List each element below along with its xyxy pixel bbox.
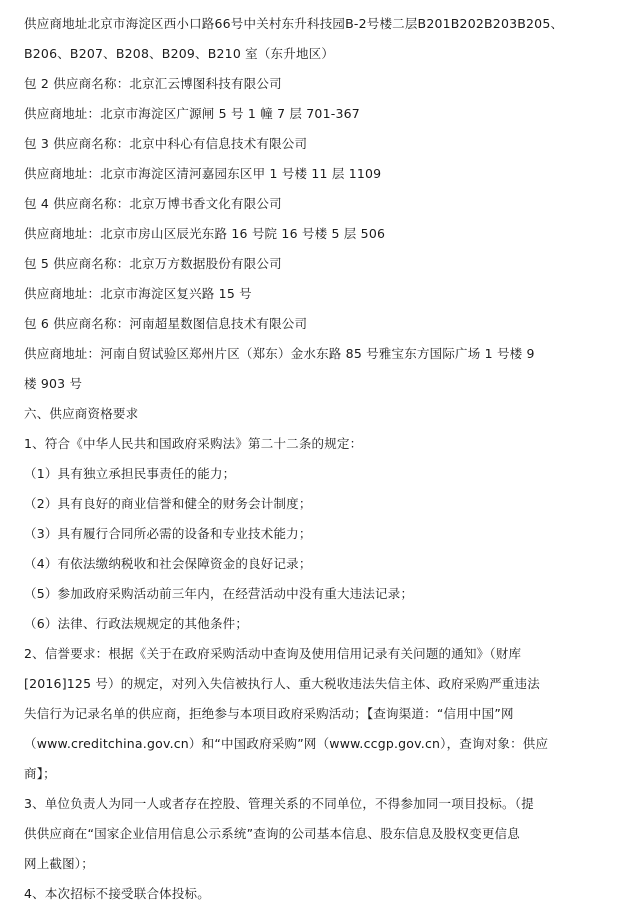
doc-line: 1、符合《中华人民共和国政府采购法》第二十二条的规定： [24, 436, 363, 451]
doc-line: （www.creditchina.gov.cn）和“中国政府采购”网（www.ccgp.gov.cn），查询对象：供应 [24, 736, 549, 751]
doc-line: 供应商地址：河南自贸试验区郑州片区（郑东）金水东路 85 号雅宝东方国际广场 1 号楼 9 [24, 346, 535, 361]
doc-line: （3）具有履行合同所必需的设备和专业技术能力； [24, 526, 312, 541]
doc-line: 包 5 供应商名称：北京万方数据股份有限公司 [24, 256, 282, 271]
doc-line: 包 3 供应商名称：北京中科心有信息技术有限公司 [24, 136, 308, 151]
doc-line: 失信行为记录名单的供应商，拒绝参与本项目政府采购活动；【查询渠道：“信用中国”网 [24, 706, 514, 721]
doc-line: 包 2 供应商名称：北京汇云博图科技有限公司 [24, 76, 282, 91]
doc-line: 网上截图）； [24, 856, 94, 871]
doc-line: 商】； [24, 766, 56, 781]
doc-line: （6）法律、行政法规规定的其他条件； [24, 616, 249, 631]
doc-line: 供供应商在“国家企业信用信息公示系统”查询的公司基本信息、股东信息及股权变更信息 [24, 826, 520, 841]
doc-line: （2）具有良好的商业信誉和健全的财务会计制度； [24, 496, 312, 511]
doc-line: （1）具有独立承担民事责任的能力； [24, 466, 236, 481]
doc-line: 包 6 供应商名称：河南超星数图信息技术有限公司 [24, 316, 308, 331]
doc-line: [2016]125 号）的规定，对列入失信被执行人、重大税收违法失信主体、政府采购严重违法 [24, 676, 540, 691]
doc-line: B206、B207、B208、B209、B210 室（东升地区） [24, 46, 335, 61]
doc-line: 供应商地址：北京市海淀区清河嘉园东区甲 1 号楼 11 层 1109 [24, 166, 382, 181]
doc-line: 供应商地址：北京市房山区辰光东路 16 号院 16 号楼 5 层 506 [24, 226, 386, 241]
document-body [24, 9, 614, 909]
doc-line: 3、单位负责人为同一人或者存在控股、管理关系的不同单位，不得参加同一项目投标。（提 [24, 796, 534, 811]
doc-line: 供应商地址：北京市海淀区广源闸 5 号 1 幢 7 层 701-367 [24, 106, 360, 121]
doc-line: （5）参加政府采购活动前三年内，在经营活动中没有重大违法记录； [24, 586, 414, 601]
doc-line: （4）有依法缴纳税收和社会保障资金的良好记录； [24, 556, 312, 571]
doc-line: 供应商地址北京市海淀区西小口路66号中关村东升科技园B-2号楼二层B201B202B203B205、 [24, 16, 564, 31]
doc-line: 4、本次招标不接受联合体投标。 [24, 886, 210, 901]
section-heading: 六、供应商资格要求 [24, 406, 139, 421]
doc-line: 包 4 供应商名称：北京万博书香文化有限公司 [24, 196, 282, 211]
doc-line: 供应商地址：北京市海淀区复兴路 15 号 [24, 286, 252, 301]
doc-line: 2、信誉要求：根据《关于在政府采购活动中查询及使用信用记录有关问题的通知》（财库 [24, 646, 522, 661]
doc-line: 楼 903 号 [24, 376, 83, 391]
